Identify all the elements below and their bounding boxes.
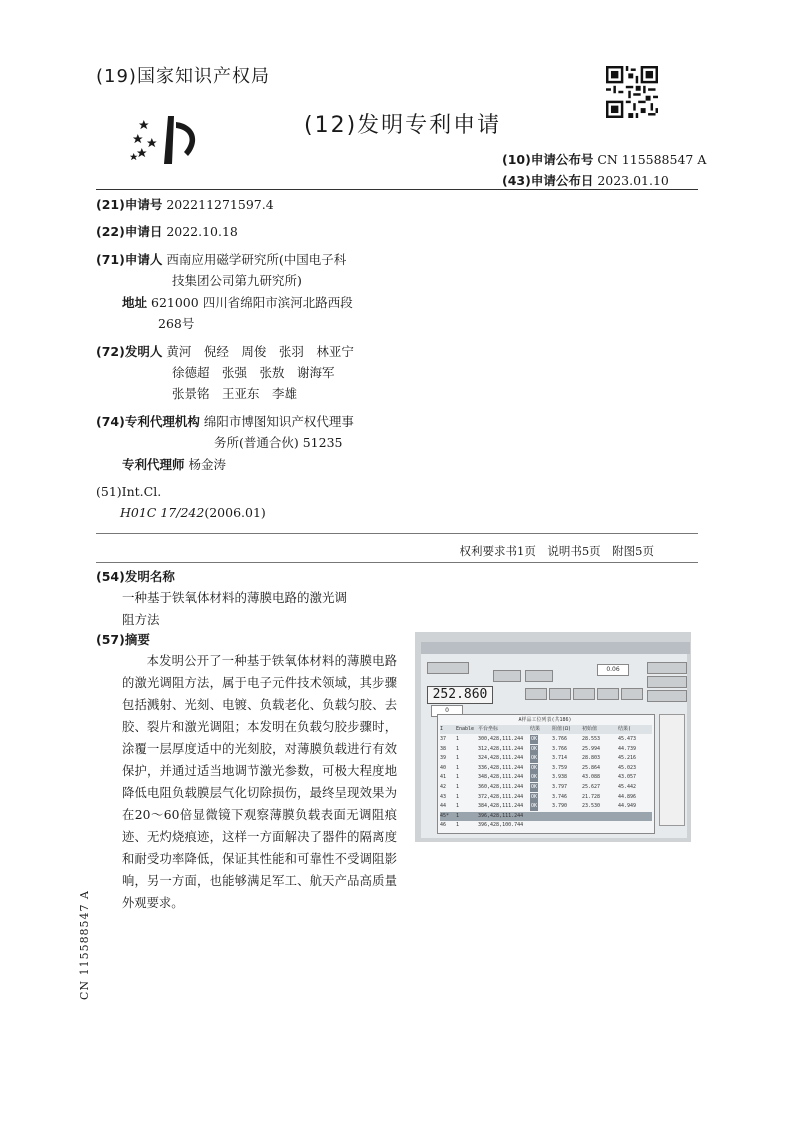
table-cell: 25.864	[582, 764, 601, 771]
table-cell: 1	[456, 822, 460, 829]
table-cell: 1	[456, 764, 460, 771]
table-cell: 3.766	[552, 745, 568, 752]
applicant-line-2: 技集团公司第九研究所)	[172, 273, 302, 288]
table-cell: 348,428,111.244	[478, 774, 524, 781]
ipc-label: (51)Int.Cl.	[96, 484, 162, 499]
table-cell: 3.766	[552, 736, 568, 742]
publication-date-label: (43)申请公布日	[502, 173, 594, 188]
application-date-label: (22)申请日	[96, 224, 163, 239]
table-header-cell: 结果	[530, 726, 541, 732]
table-cell: 28.803	[582, 755, 601, 762]
table-cell: OK	[531, 755, 538, 762]
table-cell: 37	[440, 736, 447, 742]
agent-label: 专利代理师	[122, 457, 185, 472]
table-cell: 396,428,111.244	[478, 812, 524, 819]
table-header-cell: 结果(	[618, 726, 632, 732]
abstract-figure-photo	[415, 632, 691, 842]
screen-button	[549, 688, 571, 700]
inventor-row	[96, 341, 354, 362]
table-cell: 44.739	[618, 745, 637, 752]
qr-code	[606, 66, 658, 118]
table-row	[440, 783, 652, 792]
table-cell: 44	[440, 803, 447, 810]
publication-number-row	[502, 150, 706, 168]
screen-button	[573, 688, 595, 700]
table-cell: 46	[440, 822, 447, 829]
invention-title-line-1: 一种基于铁氧体材料的薄膜电路的激光调	[122, 590, 348, 605]
table-cell: 396,428,100.744	[478, 822, 524, 829]
screen-title-bar	[421, 642, 690, 654]
agency-label: (74)专利代理机构	[96, 414, 200, 429]
table-header-cell: 平台坐标	[478, 726, 499, 732]
table-cell: 1	[456, 736, 460, 742]
applicant-row	[96, 249, 346, 270]
table-header-cell: 阻值(Ω)	[552, 726, 572, 732]
inventors-line-1: 黄河 倪经 周俊 张羽 林亚宁	[166, 344, 354, 359]
table-header	[440, 725, 652, 734]
inventors-line-3: 张景铭 王亚东 李雄	[172, 386, 298, 401]
application-date: 2022.10.18	[166, 224, 238, 239]
table-cell: 45.216	[618, 755, 637, 762]
table-cell: 40	[440, 764, 447, 771]
position-table	[437, 714, 655, 834]
abstract-label: (57)摘要	[96, 632, 150, 647]
agency-row	[96, 411, 354, 432]
inventor-label: (72)发明人	[96, 344, 163, 359]
agency-line-2: 务所(普通合伙) 51235	[214, 435, 343, 450]
table-cell: 43	[440, 793, 447, 800]
table-cell: 42	[440, 784, 447, 790]
agent-name: 杨金涛	[188, 457, 227, 472]
table-cell: 1	[456, 812, 460, 819]
table-cell: OK	[531, 774, 538, 781]
side-panel	[659, 714, 685, 826]
table-cell: 1	[456, 774, 460, 781]
application-number-label: (21)申请号	[96, 197, 163, 212]
ipc-version: (2006.01)	[204, 505, 266, 520]
table-row	[440, 793, 652, 802]
address-line-1: 621000 四川省绵阳市滨河北路西段	[151, 295, 353, 310]
table-cell: 3.797	[552, 784, 568, 790]
table-cell: 43.057	[618, 774, 637, 781]
inventors-line-2: 徐德超 张强 张敖 谢海军	[172, 365, 335, 380]
table-cell: OK	[531, 793, 538, 800]
screen-field: 0.06	[597, 664, 629, 676]
screen-button	[621, 688, 643, 700]
cnipa-logo	[130, 112, 206, 172]
table-row	[440, 812, 652, 821]
table-cell: 3.746	[552, 793, 568, 800]
table-cell: OK	[531, 803, 538, 810]
table-cell: 28.553	[582, 736, 601, 742]
table-cell: 300,428,111.244	[478, 736, 524, 742]
table-cell: 3.714	[552, 755, 568, 762]
screen-button	[647, 676, 687, 688]
invention-title	[122, 587, 397, 631]
invention-title-label: (54)发明名称	[96, 569, 175, 584]
pages-divider-top	[96, 533, 698, 534]
table-header-cell: Enable	[456, 726, 475, 732]
table-cell: 45.473	[618, 736, 637, 742]
screen-button	[493, 670, 521, 682]
table-cell: OK	[531, 736, 538, 742]
side-publication-number: CN 115588547 A	[78, 890, 91, 1000]
screen-button	[525, 688, 547, 700]
table-cell: 336,428,111.244	[478, 764, 524, 771]
address-row	[122, 292, 353, 313]
invention-title-line-2: 阻方法	[122, 612, 160, 627]
table-cell: 44.949	[618, 803, 637, 810]
screen-field-small: 0	[431, 705, 463, 717]
table-cell: OK	[531, 764, 538, 771]
table-row	[440, 745, 652, 754]
application-number: 202211271597.4	[166, 197, 274, 212]
table-cell: 21.728	[582, 793, 601, 800]
table-row	[440, 802, 652, 811]
table-header-cell: 初始值	[582, 726, 598, 732]
table-cell: 38	[440, 745, 447, 752]
table-cell: 1	[456, 803, 460, 810]
table-cell: OK	[531, 784, 538, 790]
table-cell: 312,428,111.244	[478, 745, 524, 752]
publication-date: 2023.01.10	[597, 173, 669, 188]
software-screen	[421, 642, 687, 838]
application-number-row	[96, 194, 274, 215]
table-header-cell: I	[440, 726, 444, 732]
pages-divider-bottom	[96, 562, 698, 563]
screen-button	[427, 662, 469, 674]
table-cell: 372,428,111.244	[478, 793, 524, 800]
table-cell: 45*	[440, 812, 450, 819]
table-cell: 3.790	[552, 803, 568, 810]
header-divider	[96, 189, 698, 190]
office-name: (19)国家知识产权局	[96, 66, 270, 87]
table-row	[440, 764, 652, 773]
screen-button	[597, 688, 619, 700]
table-cell: 45.442	[618, 784, 637, 790]
publication-number-label: (10)申请公布号	[502, 152, 594, 167]
resistance-display: 252.860	[427, 686, 493, 704]
table-cell: 3.938	[552, 774, 568, 781]
table-cell: OK	[531, 745, 538, 752]
table-row	[440, 821, 652, 830]
applicant-label: (71)申请人	[96, 252, 163, 267]
table-cell: 1	[456, 784, 460, 790]
table-cell: 25.994	[582, 745, 601, 752]
table-cell: 23.530	[582, 803, 601, 810]
table-cell: 45.023	[618, 764, 637, 771]
application-date-row	[96, 221, 238, 242]
ipc-row	[120, 502, 266, 523]
agency-line-1: 绵阳市博图知识产权代理事	[203, 414, 354, 429]
agent-row	[122, 454, 226, 475]
address-label: 地址	[122, 295, 148, 310]
table-cell: 1	[456, 755, 460, 762]
table-cell: 384,428,111.244	[478, 803, 524, 810]
applicant-line-1: 西南应用磁学研究所(中国电子科	[166, 252, 347, 267]
abstract-text: 本发明公开了一种基于铁氧体材料的薄膜电路的激光调阻方法，属于电子元件技术领域，其步骤包括溅射、光刻、电镀、负载老化、负载匀胶、去胶、裂片和激光调阻；本发明在负载匀胶步骤时，涂覆一层厚度适中的光刻胶，对薄膜负载进行有效保护，并通过适当地调节激光参数，可极大程度地降低电阻负载膜层气化切除损伤，最终呈现效果为在20～60倍显微镜下观察薄膜负载表面无调阻痕迹、无灼烧痕迹，这样一方面解决了器件的隔离度和耐受功率降低，保证其性能和可靠性不受调阻影响，另一方面，也能够满足军工、航天产品高质量外观要求。	[122, 654, 397, 910]
publication-number: CN 115588547 A	[597, 152, 707, 167]
table-cell: 41	[440, 774, 447, 781]
table-row	[440, 773, 652, 782]
table-title: A样品工位列表(共186)	[518, 717, 572, 723]
table-row	[440, 754, 652, 763]
table-cell: 1	[456, 793, 460, 800]
table-cell: 360,428,111.244	[478, 784, 524, 790]
table-cell: 324,428,111.244	[478, 755, 524, 762]
screen-button	[647, 662, 687, 674]
document-type-title: (12)发明专利申请	[304, 113, 502, 138]
table-cell: 1	[456, 745, 460, 752]
pages-summary: 权利要求书1页 说明书5页 附图5页	[459, 544, 654, 558]
table-cell: 44.896	[618, 793, 637, 800]
publication-date-row	[502, 171, 669, 189]
table-cell: 3.759	[552, 764, 568, 771]
table-cell: 39	[440, 755, 447, 762]
screen-button	[525, 670, 553, 682]
screen-button	[647, 690, 687, 702]
table-row	[440, 735, 652, 744]
ipc-code: H01C 17/242	[120, 505, 205, 520]
table-cell: 43.088	[582, 774, 601, 781]
table-cell: 25.627	[582, 784, 601, 790]
address-line-2: 268号	[158, 316, 195, 331]
